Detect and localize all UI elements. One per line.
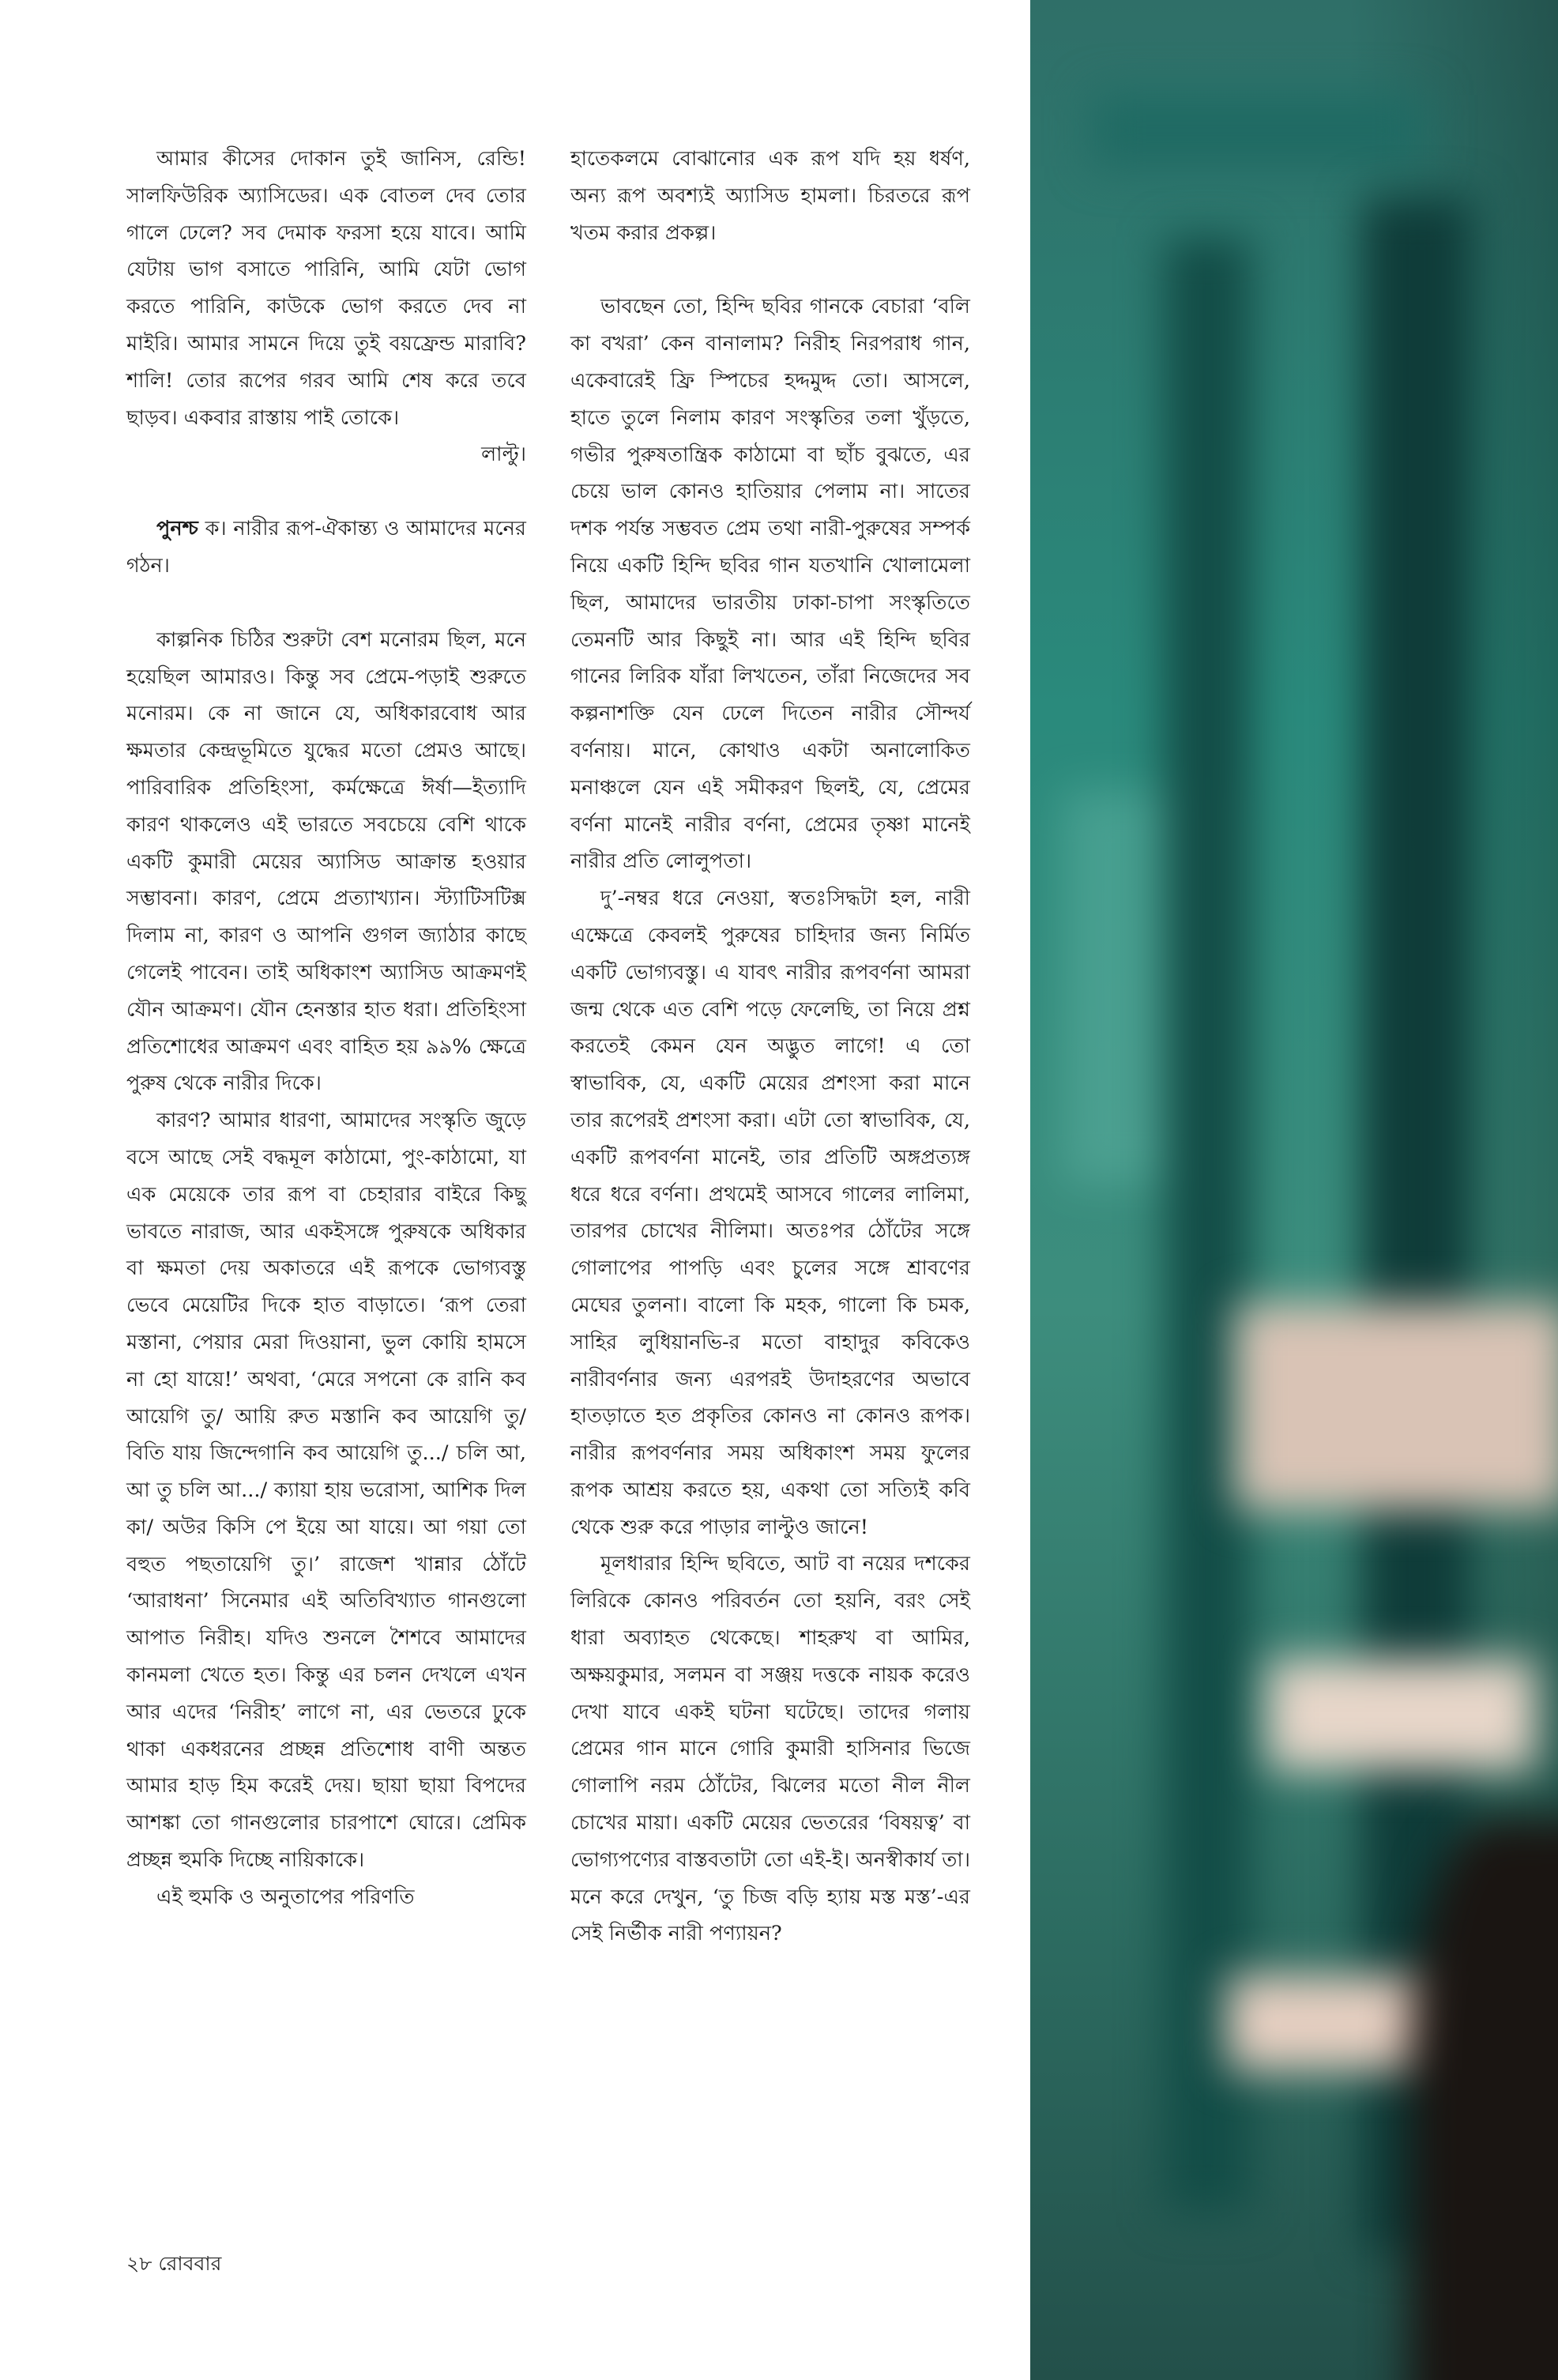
paragraph: আমার কীসের দোকান তুই জানিস, রেন্ডি! সালফিউরিক অ্যাসিডের। এক বোতল দেব তোর গালে ঢেলে? সব দেমাক ফরসা হয়ে যাবে। আমি যেটায় ভাগ বসাতে পারিনি, আমি যেটা ভোগ করতে পারিনি, কাউকে ভোগ করতে দেব না মাইরি। আমার সামনে দিয়ে তুই বয়ফ্রেন্ড মারাবি? শালি! তোর রূপের গরব আমি শেষ করে তবে ছাড়ব। একবার রাস্তায় পাই তোকে। (126, 147, 526, 430)
paragraph: এই হুমকি ও অনুতাপের পরিণতি (156, 1885, 415, 1909)
postscript-text: ক। নারীর রূপ-ঐকান্ত্য ও আমাদের মনের গঠন। (126, 517, 526, 578)
article-column-left (126, 141, 526, 1916)
photo-door-frame-top (1093, 95, 1425, 166)
paragraph: কারণ? আমার ধারণা, আমাদের সংস্কৃতি জুড়ে বসে আছে সেই বদ্ধমূল কাঠামো, পুং-কাঠামো, যা এক মেয়েকে তার রূপ বা চেহারার বাইরে কিছু ভাবতে নারাজ, আর একইসঙ্গে পুরুষকে অধিকার বা ক্ষমতা দেয় অকাতরে এই রূপকে ভোগ্যবস্তু ভেবে মেয়েটির দিকে হাত বাড়াতে। ‘রূপ তেরা মস্তানা, পেয়ার মেরা দিওয়ানা, ভুল কোয়ি হামসে না হো যায়ে!’ অথবা, ‘মেরে সপনো কে রানি কব আয়েগি তু/ আয়ি রুত মস্তানি কব আয়েগি তু/ বিতি যায় জিন্দেগানি কব আয়েগি তু.../ চলি আ, আ তু চলি আ.../ ক্যায়া হায় ভরোসা, আশিক দিল কা/ অউর কিসি পে ইয়ে আ যায়ে। আ গয়া তো বহুত পছতায়েগি তু।’ রাজেশ খান্নার ঠোঁটে ‘আরাধনা’ সিনেমার এই অতিবিখ্যাত গানগুলো আপাত নিরীহ। যদিও শুনলে শৈশবে আমাদের কানমলা খেতে হত। কিন্তু এর চলন দেখলে এখন আর এদের ‘নিরীহ’ লাগে না, এর ভেতরে ঢুকে থাকা একধরনের প্রচ্ছন্ন প্রতিশোধ বাণী অন্তত আমার হাড় হিম করেই দেয়। ছায়া ছায়া বিপদের আশঙ্কা তো গানগুলোর চারপাশে ঘোরে। প্রেমিক প্রচ্ছন্ন হুমকি দিচ্ছে নায়িকাকে। (126, 1109, 526, 1873)
paragraph: ভাবছেন তো, হিন্দি ছবির গানকে বেচারা ‘বলি কা বখরা’ কেন বানালাম? নিরীহ নিরপরাধ গান, একেবারেই ফ্রি স্পিচের হদ্দমুদ্দ তো। আসলে, হাতে তুলে নিলাম কারণ সংস্কৃতির তলা খুঁড়তে, গভীর পুরুষতান্ত্রিক কাঠামো বা ছাঁচ বুঝতে, এর চেয়ে ভাল কোনও হাতিয়ার পেলাম না। সাতের দশক পর্যন্ত সম্ভবত প্রেম তথা নারী-পুরুষের সম্পর্ক নিয়ে একটি হিন্দি ছবির গান যতখানি খোলামেলা ছিল, আমাদের ভারতীয় ঢাকা-চাপা সংস্কৃতিতে তেমনটি আর কিছুই না। আর এই হিন্দি ছবির গানের লিরিক যাঁরা লিখতেন, তাঁরা নিজেদের সব কল্পনাশক্তি যেন ঢেলে দিতেন নারীর সৌন্দর্য বর্ণনায়। মানে, কোথাও একটা অনালোকিত মনাঞ্চলে যেন এই সমীকরণ ছিলই, যে, প্রেমের বর্ণনা মানেই নারীর বর্ণনা, প্রেমের তৃষ্ণা মানেই নারীর প্রতি লোলুপতা। (570, 295, 970, 874)
postscript-label: পুনশ্চ (156, 517, 198, 541)
decorative-photo (1030, 0, 1558, 2380)
page-folio: ২৮ রোববার (126, 2252, 222, 2275)
paragraph-postscript (126, 510, 526, 585)
article-column-right (570, 141, 970, 1953)
paragraph: মূলধারার হিন্দি ছবিতে, আট বা নয়ের দশকের লিরিকে কোনও পরিবর্তন তো হয়নি, বরং সেই ধারা অব্যাহত থেকেছে। শাহরুখ বা আমির, অক্ষয়কুমার, সলমন বা সঞ্জয় দত্তকে নায়ক করেও দেখা যাবে একই ঘটনা ঘটেছে। তাদের গলায় প্রেমের গান মানে গোরি কুমারী হাসিনার ভিজে গোলাপি নরম ঠোঁটের, ঝিলের মতো নীল নীল চোখের মায়া। একটি মেয়ের ভেতরের ‘বিষয়ত্ব’ বা ভোগ্যপণ্যের বাস্তবতাটা তো এই-ই। অনস্বীকার্য তা। মনে করে দেখুন, ‘তু চিজ বড়ি হ্যায় মস্ত মস্ত’-এর সেই নির্ভীক নারী পণ্যায়ন? (570, 1552, 970, 1946)
signature: লাল্টু। (481, 442, 526, 467)
paragraph: দু’-নম্বর ধরে নেওয়া, স্বতঃসিদ্ধটা হল, নারী এক্ষেত্রে কেবলই পুরুষের চাহিদার জন্য নির্মিত একটি ভোগ্যবস্তু। এ যাবৎ নারীর রূপবর্ণনা আমরা জন্ম থেকে এত বেশি পড়ে ফেলেছি, তা নিয়ে প্রশ্ন করতেই কেমন যেন অদ্ভুত লাগে! এ তো স্বাভাবিক, যে, একটি মেয়ের প্রশংসা করা মানে তার রূপেরই প্রশংসা করা। এটা তো স্বাভাবিক, যে, একটি রূপবর্ণনা মানেই, তার প্রতিটি অঙ্গপ্রত্যঙ্গ ধরে ধরে বর্ণনা। প্রথমেই আসবে গালের লালিমা, তারপর চোখের নীলিমা। অতঃপর ঠোঁটের সঙ্গে গোলাপের পাপড়ি এবং চুলের সঙ্গে শ্রাবণের মেঘের তুলনা। বালো কি মহক, গালো কি চমক, সাহির লুধিয়ানভি-র মতো বাহাদুর কবিকেও নারীবর্ণনার জন্য এরপরই উদাহরণের অভাবে হাতড়াতে হত প্রকৃতির কোনও না কোনও রূপক। নারীর রূপবর্ণনার সময় অধিকাংশ সময় ফুলের রূপক আশ্রয় করতে হয়, একথা তো সত্যিই কবি থেকে শুরু করে পাড়ার লাল্টুও জানে! (570, 887, 971, 1539)
photo-hair (1409, 1817, 1558, 2380)
paragraph: কাল্পনিক চিঠির শুরুটা বেশ মনোরম ছিল, মনে হয়েছিল আমারও। কিন্তু সব প্রেমে-পড়াই শুরুতে মনোরম। কে না জানে যে, অধিকারবোধ আর ক্ষমতার কেন্দ্রভূমিতে যুদ্ধের মতো প্রেমও আছে। পারিবারিক প্রতিহিংসা, কর্মক্ষেত্রে ঈর্ষা—ইত্যাদি কারণ থাকলেও এই ভারতে সবচেয়ে বেশি থাকে একটি কুমারী মেয়ের অ্যাসিড আক্রান্ত হওয়ার সম্ভাবনা। কারণ, প্রেমে প্রত্যাখ্যান। স্ট্যাটিসটিক্স দিলাম না, কারণ ও আপনি গুগল জ্যাঠার কাছে গেলেই পাবেন। তাই অধিকাংশ অ্যাসিড আক্রমণই যৌন আক্রমণ। যৌন হেনস্তার হাত ধরা। প্রতিহিংসা প্রতিশোধের আক্রমণ এবং বাহিত হয় ৯৯% ক্ষেত্রে পুরুষ থেকে নারীর দিকে। (126, 627, 526, 1096)
photo-blur-highlight (1236, 1304, 1558, 1509)
paragraph: হাতেকলমে বোঝানোর এক রূপ যদি হয় ধর্ষণ, অন্য রূপ অবশ্যই অ্যাসিড হামলা। চিরতরে রূপ খতম করার প্রকল্প। (570, 147, 970, 245)
photo-blur-highlight (1267, 1659, 1536, 1770)
photo-door-frame-left (1165, 237, 1251, 2212)
